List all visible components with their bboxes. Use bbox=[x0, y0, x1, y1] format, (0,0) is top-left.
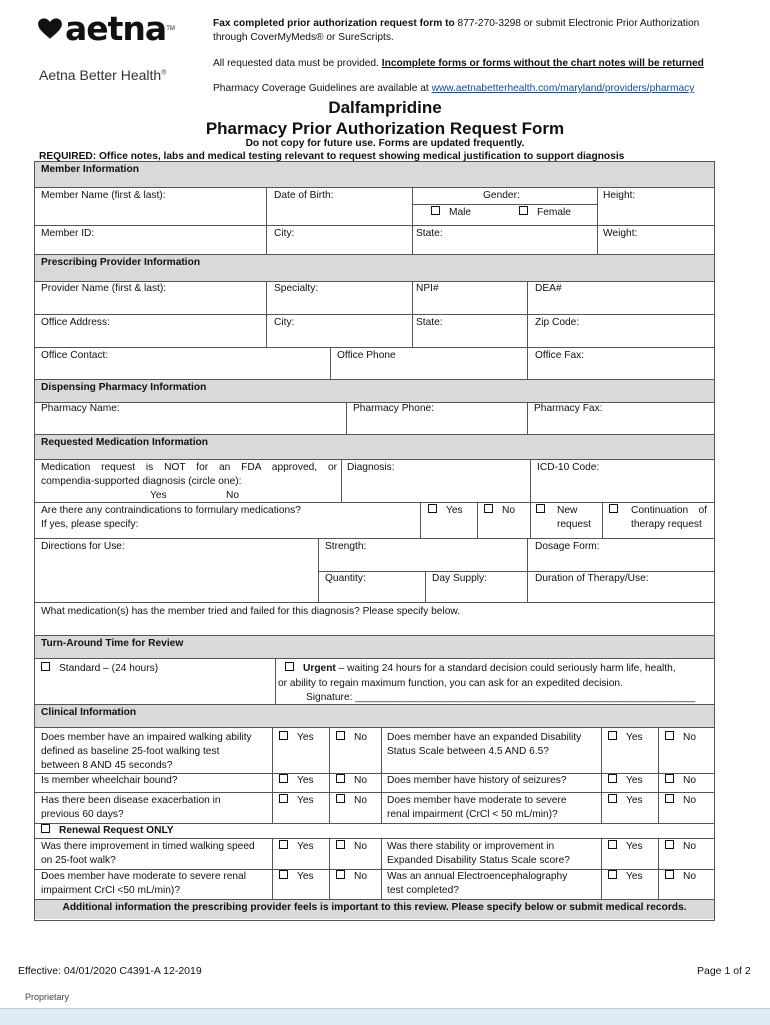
q-impaired-walking-line1: Does member have an impaired walking ability bbox=[41, 732, 252, 743]
q10-no-checkbox[interactable]: No bbox=[665, 870, 696, 884]
section-turnaround-time: Turn-Around Time for Review bbox=[35, 635, 714, 659]
required-data-notice: All requested data must be provided. Incomplete forms or forms without the chart notes will be returned bbox=[213, 58, 704, 69]
q-renal-renewal-line2: impairment CrCl <50 mL/min)? bbox=[41, 885, 180, 896]
office-fax-field[interactable]: Office Fax: bbox=[535, 350, 585, 361]
member-state-field[interactable]: State: bbox=[416, 228, 443, 239]
prior-auth-form bbox=[34, 161, 715, 921]
proprietary-label: Proprietary bbox=[25, 992, 70, 1002]
strength-field[interactable]: Strength: bbox=[325, 541, 367, 552]
contraindications-no-checkbox[interactable]: No bbox=[484, 504, 515, 518]
fda-no-option[interactable]: No bbox=[226, 490, 240, 501]
logo-subtitle: Aetna Better Health® bbox=[39, 67, 167, 83]
checkbox-icon bbox=[665, 731, 674, 740]
q3-no-checkbox[interactable]: No bbox=[336, 774, 367, 788]
aetna-logo bbox=[37, 9, 175, 48]
fda-yes-option[interactable]: Yes bbox=[150, 490, 167, 501]
q-wheelchair: Is member wheelchair bound? bbox=[41, 775, 178, 786]
checkbox-icon bbox=[608, 731, 617, 740]
q-edss-line1: Does member have an expanded Disability bbox=[387, 732, 582, 743]
checkbox-icon bbox=[279, 840, 288, 849]
provider-city-field[interactable]: City: bbox=[274, 317, 295, 328]
q-edss-stability-line2: Expanded Disability Status Scale score? bbox=[387, 855, 570, 866]
section-requested-medication: Requested Medication Information bbox=[35, 434, 714, 460]
q6-no-checkbox[interactable]: No bbox=[665, 794, 696, 808]
q-walking-speed-line2: on 25-foot walk? bbox=[41, 855, 116, 866]
new-request-label-1: New bbox=[557, 505, 578, 516]
checkbox-icon bbox=[336, 870, 345, 879]
q7-no-checkbox[interactable]: No bbox=[336, 840, 367, 854]
checkbox-icon bbox=[285, 662, 294, 671]
contraindications-yes-checkbox[interactable]: Yes bbox=[428, 504, 463, 518]
q-seizures: Does member have history of seizures? bbox=[387, 775, 567, 786]
new-request-checkbox[interactable] bbox=[536, 504, 554, 518]
q-eeg-line1: Was an annual Electroencephalography bbox=[387, 871, 568, 882]
effective-date: Effective: 04/01/2020 C4391-A 12-2019 bbox=[18, 965, 202, 977]
new-request-label-2: request bbox=[557, 519, 591, 530]
q9-yes-checkbox[interactable]: Yes bbox=[279, 870, 314, 884]
q6-yes-checkbox[interactable]: Yes bbox=[608, 794, 643, 808]
member-name-field[interactable]: Member Name (first & last): bbox=[41, 190, 166, 201]
continuation-label-1: Continuation of bbox=[631, 505, 707, 516]
checkbox-icon bbox=[279, 774, 288, 783]
q-exacerbation-line2: previous 60 days? bbox=[41, 809, 124, 820]
specialty-field[interactable]: Specialty: bbox=[274, 283, 319, 294]
gender-female-checkbox[interactable]: Female bbox=[519, 206, 571, 220]
continuation-checkbox[interactable] bbox=[609, 504, 627, 518]
checkbox-icon bbox=[519, 206, 528, 215]
logo-trademark: TM bbox=[166, 26, 175, 32]
provider-name-field[interactable]: Provider Name (first & last): bbox=[41, 283, 167, 294]
weight-field[interactable]: Weight: bbox=[603, 228, 638, 239]
diagnosis-field[interactable]: Diagnosis: bbox=[347, 462, 395, 473]
office-phone-field[interactable]: Office Phone bbox=[337, 350, 396, 361]
q3-yes-checkbox[interactable]: Yes bbox=[279, 774, 314, 788]
checkbox-icon bbox=[279, 731, 288, 740]
page-number: Page 1 of 2 bbox=[697, 965, 751, 977]
q2-yes-checkbox[interactable]: Yes bbox=[608, 731, 643, 745]
q-renal-renewal-line1: Does member have moderate to severe renal bbox=[41, 871, 246, 882]
checkbox-icon bbox=[336, 840, 345, 849]
q1-no-checkbox[interactable]: No bbox=[336, 731, 367, 745]
tried-failed-medications[interactable]: What medication(s) has the member tried and failed for this diagnosis? Please specify below. bbox=[41, 606, 461, 617]
pharmacy-phone-field[interactable]: Pharmacy Phone: bbox=[353, 403, 434, 414]
checkbox-icon bbox=[609, 504, 618, 513]
dosage-form-field[interactable]: Dosage Form: bbox=[535, 541, 600, 552]
q4-yes-checkbox[interactable]: Yes bbox=[608, 774, 643, 788]
fda-request-line1: Medication request is NOT for an FDA approved, or bbox=[41, 462, 337, 473]
contraindications-line2: If yes, please specify: bbox=[41, 519, 139, 530]
fda-request-line2: compendia-supported diagnosis (circle one): bbox=[41, 476, 242, 487]
q-impaired-walking-line3: between 8 AND 45 seconds? bbox=[41, 760, 173, 771]
zip-code-field[interactable]: Zip Code: bbox=[535, 317, 580, 328]
guidelines-link[interactable]: www.aetnabetterhealth.com/maryland/providers/pharmacy bbox=[431, 83, 695, 94]
provider-state-field[interactable]: State: bbox=[416, 317, 443, 328]
gender-label: Gender: bbox=[483, 190, 520, 201]
section-prescribing-provider: Prescribing Provider Information bbox=[35, 254, 714, 282]
checkbox-icon bbox=[608, 870, 617, 879]
dea-field[interactable]: DEA# bbox=[535, 283, 562, 294]
q-renal-line1: Does member have moderate to severe bbox=[387, 795, 567, 806]
q5-no-checkbox[interactable]: No bbox=[336, 794, 367, 808]
pharmacy-fax-field[interactable]: Pharmacy Fax: bbox=[534, 403, 603, 414]
checkbox-icon bbox=[41, 662, 50, 671]
checkbox-icon bbox=[608, 840, 617, 849]
npi-field[interactable]: NPI# bbox=[416, 283, 439, 294]
q4-no-checkbox[interactable]: No bbox=[665, 774, 696, 788]
q-eeg-line2: test completed? bbox=[387, 885, 459, 896]
checkbox-icon bbox=[665, 774, 674, 783]
checkbox-icon bbox=[41, 824, 50, 833]
heart-icon bbox=[37, 16, 63, 42]
height-field[interactable]: Height: bbox=[603, 190, 636, 201]
member-id-field[interactable]: Member ID: bbox=[41, 228, 95, 239]
q-edss-line2: Status Scale between 4.5 AND 6.5? bbox=[387, 746, 549, 757]
icd10-field[interactable]: ICD-10 Code: bbox=[537, 462, 600, 473]
checkbox-icon bbox=[665, 840, 674, 849]
q-exacerbation-line1: Has there been disease exacerbation in bbox=[41, 795, 221, 806]
day-supply-field[interactable]: Day Supply: bbox=[432, 573, 487, 584]
checkbox-icon bbox=[536, 504, 545, 513]
member-city-field[interactable]: City: bbox=[274, 228, 295, 239]
q9-no-checkbox[interactable]: No bbox=[336, 870, 367, 884]
drug-title: Dalfampridine bbox=[328, 98, 442, 117]
checkbox-icon bbox=[484, 504, 493, 513]
q-edss-stability-line1: Was there stability or improvement in bbox=[387, 841, 555, 852]
q8-yes-checkbox[interactable]: Yes bbox=[608, 840, 643, 854]
checkbox-icon bbox=[336, 731, 345, 740]
required-documents: REQUIRED: Office notes, labs and medical testing relevant to request showing medical justification to support diagnosis bbox=[39, 151, 625, 162]
copy-notice: Do not copy for future use. Forms are updated frequently. bbox=[245, 138, 525, 149]
q5-yes-checkbox[interactable]: Yes bbox=[279, 794, 314, 808]
coverage-guidelines: Pharmacy Coverage Guidelines are available at www.aetnabetterhealth.com/maryland/providers/pharmacy bbox=[213, 83, 695, 94]
viewer-bottom-bar bbox=[0, 1008, 770, 1025]
q-renal-line2: renal impairment (CrCl < 50 mL/min)? bbox=[387, 809, 558, 820]
gender-male-checkbox[interactable]: Male bbox=[431, 206, 471, 220]
office-address-field[interactable]: Office Address: bbox=[41, 317, 110, 328]
section-dispensing-pharmacy: Dispensing Pharmacy Information bbox=[35, 379, 714, 403]
pharmacy-name-field[interactable]: Pharmacy Name: bbox=[41, 403, 120, 414]
q8-no-checkbox[interactable]: No bbox=[665, 840, 696, 854]
checkbox-icon bbox=[608, 774, 617, 783]
section-member-information: Member Information bbox=[35, 162, 714, 188]
logo-wordmark: aetna bbox=[65, 9, 167, 48]
fax-instructions: Fax completed prior authorization request form to 877-270-3298 or submit Electronic Prior Authorization through CoverMyMeds® or SureScripts. bbox=[213, 18, 700, 43]
form-title: Pharmacy Prior Authorization Request Form bbox=[205, 119, 565, 138]
urgent-signature-field[interactable]: Signature: ____________________________________________________________ bbox=[306, 692, 696, 703]
renewal-request-checkbox[interactable]: Renewal Request ONLY bbox=[41, 824, 174, 838]
checkbox-icon bbox=[665, 794, 674, 803]
q7-yes-checkbox[interactable]: Yes bbox=[279, 840, 314, 854]
checkbox-icon bbox=[428, 504, 437, 513]
checkbox-icon bbox=[431, 206, 440, 215]
q1-yes-checkbox[interactable]: Yes bbox=[279, 731, 314, 745]
contraindications-line1: Are there any contraindications to formulary medications? bbox=[41, 505, 301, 516]
checkbox-icon bbox=[279, 794, 288, 803]
q10-yes-checkbox[interactable]: Yes bbox=[608, 870, 643, 884]
section-clinical-information: Clinical Information bbox=[35, 704, 714, 728]
checkbox-icon bbox=[279, 870, 288, 879]
quantity-field[interactable]: Quantity: bbox=[325, 573, 366, 584]
additional-information-bar: Additional information the prescribing provider feels is important to this review. Please specify below or submit medical records. bbox=[35, 899, 714, 919]
office-contact-field[interactable]: Office Contact: bbox=[41, 350, 109, 361]
duration-field[interactable]: Duration of Therapy/Use: bbox=[535, 573, 649, 584]
q2-no-checkbox[interactable]: No bbox=[665, 731, 696, 745]
date-of-birth-field[interactable]: Date of Birth: bbox=[274, 190, 334, 201]
checkbox-icon bbox=[336, 774, 345, 783]
checkbox-icon bbox=[665, 870, 674, 879]
q-impaired-walking-line2: defined as baseline 25-foot walking test bbox=[41, 746, 220, 757]
directions-field[interactable]: Directions for Use: bbox=[41, 541, 125, 552]
checkbox-icon bbox=[608, 794, 617, 803]
standard-review-checkbox[interactable]: Standard – (24 hours) bbox=[41, 662, 158, 676]
urgent-description: or ability to regain maximum function, you can ask for an expedited decision. bbox=[278, 678, 623, 689]
q-walking-speed-line1: Was there improvement in timed walking speed bbox=[41, 841, 255, 852]
continuation-label-2: therapy request bbox=[631, 519, 702, 530]
checkbox-icon bbox=[336, 794, 345, 803]
urgent-review-checkbox[interactable]: Urgent – waiting 24 hours for a standard decision could seriously harm life, health, bbox=[285, 662, 676, 676]
